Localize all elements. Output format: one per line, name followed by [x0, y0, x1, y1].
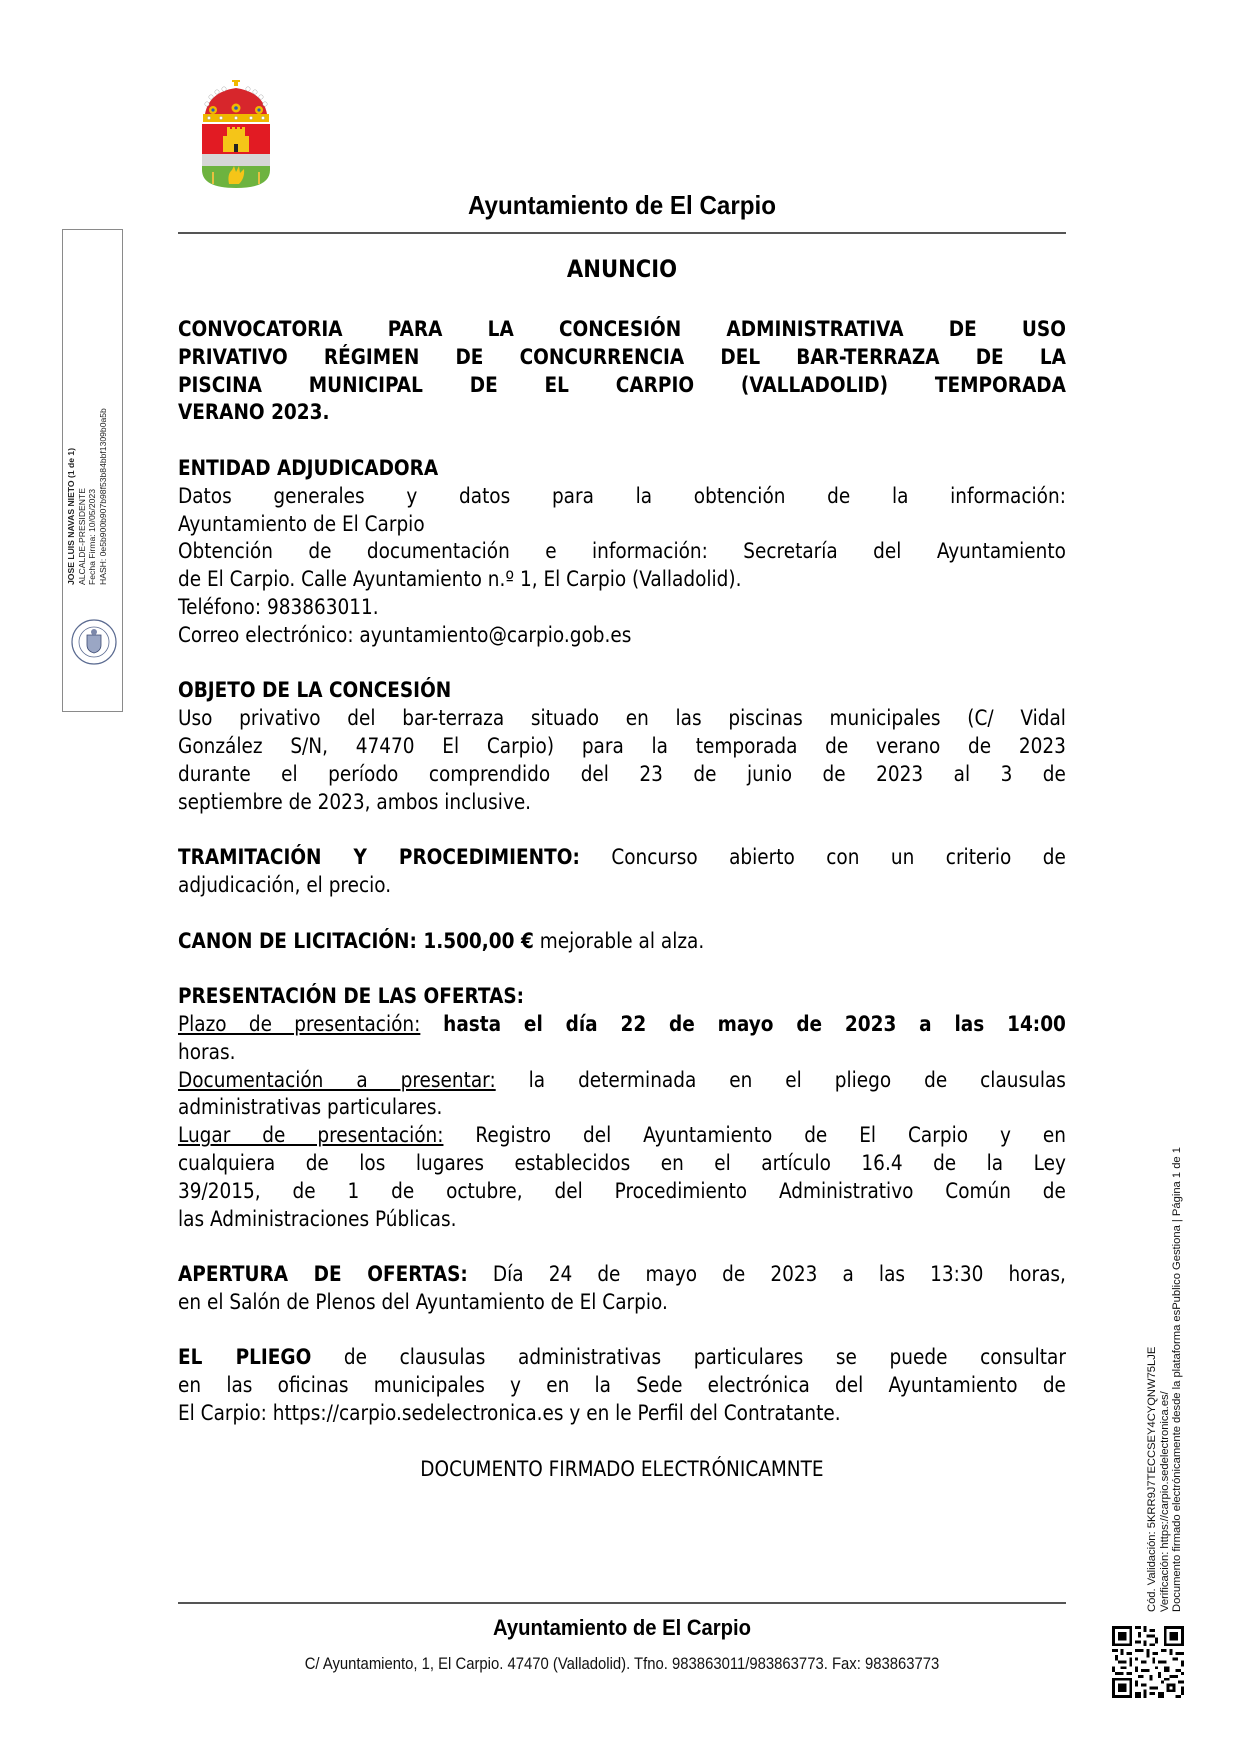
section-line: González S/N, 47470 El Carpio) para la temporada de verano de 2023	[178, 733, 1066, 758]
document-body	[178, 316, 1066, 1511]
section-line: cualquiera de los lugares establecidos en el artículo 16.4 de la Ley	[178, 1150, 1066, 1175]
signature-hash: HASH: 0e5b900b907b98f53b84bbf1309b0a5b	[97, 408, 108, 585]
section-line: Datos generales y datos para la obtención de la información:	[178, 483, 1066, 508]
section-text: la determinada en el pliego de clausulas	[495, 1067, 1066, 1092]
signer-name: JOSE LUIS NAVAS NIETO (1 de 1)	[66, 447, 76, 585]
convocatoria-title	[178, 316, 1066, 427]
convocatoria-line: PISCINA MUNICIPAL DE EL CARPIO (VALLADOLID) TEMPORADA	[178, 372, 1066, 397]
section-text: Día 24 de mayo de 2023 a las 13:30 horas,	[467, 1262, 1066, 1287]
signed-note: DOCUMENTO FIRMADO ELECTRÓNICAMNTE	[420, 1456, 824, 1481]
section-objeto	[178, 677, 1066, 816]
section-label: CANON DE LICITACIÓN: 1.500,00 €	[178, 928, 534, 953]
convocatoria-line: PRIVATIVO RÉGIMEN DE CONCURRENCIA DEL BAR-TERRAZA DE LA	[178, 344, 1066, 369]
convocatoria-line: VERANO 2023.	[178, 400, 330, 425]
qr-code-icon	[1112, 1626, 1184, 1698]
section-line: 39/2015, de 1 de octubre, del Procedimiento Administrativo Común de	[178, 1178, 1066, 1203]
signer-role: ALCALDE-PRESIDENTE	[76, 488, 87, 585]
section-apertura	[178, 1261, 1066, 1317]
header-title: Ayuntamiento de El Carpio	[467, 190, 777, 220]
header-divider	[178, 232, 1066, 234]
plazo-label: Plazo de presentación:	[178, 1011, 421, 1036]
documentacion-label: Documentación a presentar:	[178, 1067, 496, 1092]
section-heading: ENTIDAD ADJUDICADORA	[178, 455, 439, 480]
section-pliego	[178, 1344, 1066, 1427]
lugar-label: Lugar de presentación:	[178, 1123, 444, 1148]
section-line: las Administraciones Públicas.	[178, 1206, 457, 1231]
convocatoria-line: CONVOCATORIA PARA LA CONCESIÓN ADMINISTRATIVA DE USO	[178, 317, 1066, 341]
section-entidad	[178, 455, 1066, 650]
section-tramitacion	[178, 844, 1066, 900]
sede-link-text: El Carpio: https://carpio.sedelectronica.es y en le Perfil del Contratante.	[178, 1401, 841, 1426]
section-heading: PRESENTACIÓN DE LAS OFERTAS:	[178, 984, 525, 1009]
section-text: mejorable al alza.	[533, 928, 705, 953]
footer-divider	[178, 1602, 1066, 1604]
section-line: adjudicación, el precio.	[178, 872, 392, 897]
section-canon	[178, 928, 1066, 956]
section-heading: OBJETO DE LA CONCESIÓN	[178, 678, 452, 703]
section-line: durante el período comprendido del 23 de junio de 2023 al 3 de	[178, 761, 1066, 786]
section-label: TRAMITACIÓN Y PROCEDIMIENTO:	[178, 845, 580, 870]
footer-title: Ayuntamiento de El Carpio	[493, 1615, 751, 1640]
plazo-value: hasta el día 22 de mayo de 2023 a las 14:00	[420, 1011, 1066, 1036]
municipal-seal-icon	[70, 618, 118, 666]
section-line: septiembre de 2023, ambos inclusive.	[178, 789, 532, 814]
section-text: de clausulas administrativas particulares se puede consultar	[311, 1345, 1066, 1370]
section-presentacion	[178, 983, 1066, 1233]
coat-of-arms-icon	[199, 74, 273, 190]
section-text: Concurso abierto con un criterio de	[579, 845, 1066, 870]
section-text: Registro del Ayuntamiento de El Carpio y en	[443, 1123, 1066, 1148]
platform-note: Documento firmado electrónicamente desde la plataforma esPublico Gestiona | Página 1 de 1	[1171, 1147, 1183, 1612]
footer-address: C/ Ayuntamiento, 1, El Carpio. 47470 (Valladolid). Tfno. 983863011/983863773. Fax: 983863773	[304, 1655, 940, 1673]
email-text: Correo electrónico: ayuntamiento@carpio.gob.es	[178, 622, 632, 647]
phone-text: Teléfono: 983863011.	[178, 594, 379, 619]
page-title: ANUNCIO	[566, 255, 678, 283]
section-line: Uso privativo del bar-terraza situado en las piscinas municipales (C/ Vidal	[178, 706, 1066, 731]
signature-stamp-text	[66, 225, 108, 585]
signature-date: Fecha Firma: 10/05/2023	[87, 488, 97, 585]
verification-url: Verificación: https://carpio.sedelectronica.es/	[1158, 1391, 1171, 1612]
section-label: APERTURA DE OFERTAS:	[178, 1262, 468, 1287]
section-line: Ayuntamiento de El Carpio	[178, 511, 425, 536]
section-label: EL PLIEGO	[178, 1345, 312, 1370]
validation-code: Cód. Validación: 5KRR9J7TECCSEY4CYQNW75LJE	[1146, 1346, 1158, 1612]
verification-text	[1146, 1092, 1184, 1612]
section-line: en el Salón de Plenos del Ayuntamiento de El Carpio.	[178, 1289, 668, 1314]
section-line: horas.	[178, 1039, 236, 1064]
section-line: Obtención de documentación e información: Secretaría del Ayuntamiento	[178, 539, 1066, 564]
section-line: administrativas particulares.	[178, 1095, 443, 1120]
section-line: en las oficinas municipales y en la Sede electrónica del Ayuntamiento de	[178, 1373, 1066, 1398]
section-line: de El Carpio. Calle Ayuntamiento n.º 1, El Carpio (Valladolid).	[178, 567, 742, 592]
